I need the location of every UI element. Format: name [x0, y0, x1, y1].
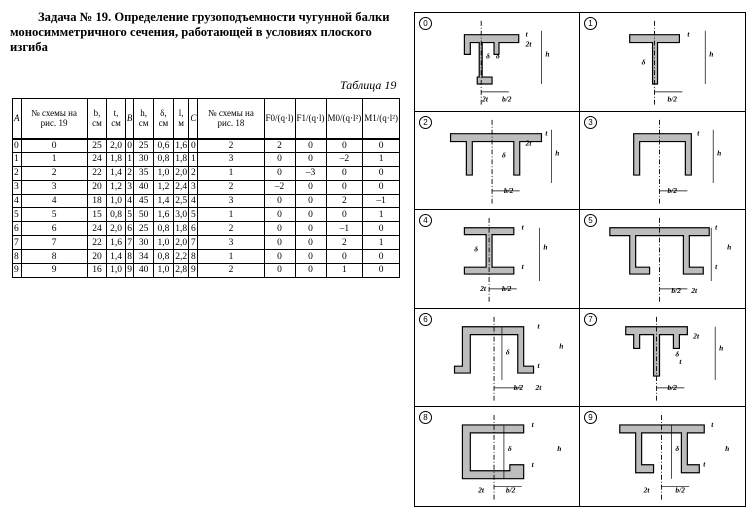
- table-cell: 7: [127, 237, 132, 248]
- table-row: [13, 264, 400, 278]
- table-cell: 0: [264, 166, 295, 180]
- dimension-label: 2t: [525, 138, 532, 148]
- dimension-label: b/2: [675, 486, 685, 496]
- dimension-label: t: [521, 262, 524, 272]
- table-cell: 1: [363, 236, 400, 250]
- table-cell: 0: [21, 139, 87, 153]
- table-cell: 2,0: [175, 168, 188, 179]
- scheme-number-badge: 1: [584, 17, 597, 30]
- table-cell: 0: [326, 180, 363, 194]
- table-cell: 0: [295, 236, 326, 250]
- table-cell: 5: [189, 208, 198, 222]
- scheme-cell-1: [580, 13, 745, 112]
- table-cell: 3: [21, 180, 87, 194]
- table-cell: 7: [189, 236, 198, 250]
- table-cell: 0: [295, 208, 326, 222]
- table-cell: 0: [295, 250, 326, 264]
- table-cell: 0: [363, 180, 400, 194]
- table-cell: 1,6: [153, 208, 173, 222]
- table-header-cell: b, см: [87, 99, 107, 139]
- table-cell: 0: [295, 222, 326, 236]
- table-cell: 0: [363, 166, 400, 180]
- scheme-cell-3: [580, 112, 745, 211]
- table-header-cell: № схемы на рис. 19: [21, 99, 87, 139]
- table-cell: 0,8: [153, 152, 173, 166]
- dimension-label: t: [537, 360, 540, 370]
- table-cell: 1,8: [107, 152, 126, 166]
- table-row: [13, 222, 400, 236]
- table-cell: 0: [264, 264, 295, 278]
- dimension-label: t: [715, 262, 718, 272]
- table-header-cell: C: [189, 99, 198, 139]
- table-body: [13, 139, 400, 278]
- table-cell: 3: [198, 152, 264, 166]
- table-cell: 1,4: [107, 250, 126, 264]
- table-cell: 22: [87, 236, 107, 250]
- dimension-label: h: [725, 444, 730, 454]
- table-cell: 1,4: [107, 166, 126, 180]
- scheme-cell-2: [415, 112, 580, 211]
- dimension-label: h: [557, 444, 562, 454]
- table-cell: 20: [87, 250, 107, 264]
- dimension-label: b/2: [505, 486, 516, 496]
- table-header-cell: t, см: [107, 99, 126, 139]
- scheme-cell-0: [415, 13, 580, 112]
- table-cell: 2: [198, 264, 264, 278]
- table-cell: 30: [134, 236, 154, 250]
- table-cell: 1: [326, 264, 363, 278]
- table-cell: 1,2: [153, 180, 173, 194]
- dimension-label: t: [525, 29, 528, 39]
- scheme-number-badge: 6: [419, 313, 432, 326]
- dimension-label: 2t: [693, 331, 700, 341]
- dimension-label: h: [555, 147, 560, 157]
- table-cell: 4: [21, 194, 87, 208]
- table-cell: 34: [134, 250, 154, 264]
- dimension-label: h: [559, 341, 564, 351]
- dimension-label: t: [531, 420, 534, 430]
- table-cell: 2,0: [107, 222, 126, 236]
- dimension-label: h: [543, 242, 548, 252]
- table-cell: 0: [326, 208, 363, 222]
- table-header-cell: δ, см: [153, 99, 173, 139]
- cross-section-diagram: [580, 13, 745, 111]
- table-header-cell: A: [13, 99, 22, 139]
- table-cell: 0: [363, 250, 400, 264]
- table-cell: 2,4: [175, 182, 188, 193]
- table-cell: 2: [189, 166, 198, 180]
- table-cell: 0: [295, 152, 326, 166]
- table-cell: 1,8: [175, 223, 188, 234]
- table-row: [13, 194, 400, 208]
- table-cell: 1: [198, 166, 264, 180]
- table-cell: 0: [264, 250, 295, 264]
- table-cell: 45: [134, 194, 154, 208]
- dimension-label: b/2: [501, 94, 512, 104]
- table-cell: 2: [198, 222, 264, 236]
- table-cell: 0: [326, 166, 363, 180]
- table-cell: 1: [363, 152, 400, 166]
- dimension-label: h: [719, 343, 724, 353]
- table-cell: 40: [134, 180, 154, 194]
- dimension-label: δ: [501, 149, 506, 159]
- table-row: [13, 152, 400, 166]
- scheme-number-badge: 8: [419, 411, 432, 424]
- cross-section-diagram: [580, 407, 745, 506]
- schemes-grid: [414, 12, 746, 507]
- scheme-cell-9: [580, 407, 745, 506]
- table-cell: 50: [134, 208, 154, 222]
- dimension-label: δ: [675, 444, 680, 454]
- cross-section-diagram: [415, 13, 579, 111]
- table-cell: 0: [326, 250, 363, 264]
- table-cell: 7: [21, 236, 87, 250]
- dimension-label: t: [531, 460, 534, 470]
- dimension-label: t: [679, 357, 682, 366]
- table-cell: 2,2: [175, 251, 188, 262]
- table-row: [13, 250, 400, 264]
- section-profile: [464, 35, 518, 84]
- table-cell: 2: [13, 166, 22, 180]
- table-cell: 3: [198, 236, 264, 250]
- table-header-cell: B: [125, 99, 134, 139]
- table-cell: 22: [87, 166, 107, 180]
- table-cell: 1: [363, 208, 400, 222]
- table-cell: 1: [189, 152, 198, 166]
- scheme-number-badge: 3: [584, 116, 597, 129]
- dimension-label: t: [545, 128, 548, 138]
- table-header-cell: h, см: [134, 99, 154, 139]
- table-cell: –1: [363, 194, 400, 208]
- table-cell: –1: [326, 222, 363, 236]
- dimension-label: t: [687, 29, 690, 39]
- table-cell: 1,4: [153, 194, 173, 208]
- table-cell: 1,0: [153, 264, 173, 278]
- table-cell: 4: [127, 196, 132, 206]
- table-cell: –2: [326, 152, 363, 166]
- table-cell: 9: [189, 264, 198, 278]
- table-cell: 24: [87, 222, 107, 236]
- dimension-label: h: [709, 49, 714, 59]
- table-cell: 18: [87, 194, 107, 208]
- table-cell: 1,0: [153, 166, 173, 180]
- table-cell: 0: [189, 139, 198, 153]
- task-number: Задача № 19.: [38, 10, 112, 24]
- table-cell: 8: [127, 251, 132, 262]
- table-caption: Таблица 19: [340, 78, 397, 92]
- table-cell: 25: [134, 139, 154, 153]
- table-cell: 0,6: [153, 139, 173, 153]
- table-cell: 3,0: [175, 209, 188, 220]
- dimension-label: 2t: [691, 286, 698, 295]
- table-cell: 16: [87, 264, 107, 278]
- table-cell: 9: [13, 264, 22, 278]
- table-cell: 0: [264, 152, 295, 166]
- dimension-label: δ: [496, 51, 500, 61]
- scheme-cell-8: [415, 407, 580, 506]
- table-row: [13, 139, 400, 153]
- cross-section-diagram: [580, 112, 745, 210]
- dimension-label: 2t: [643, 486, 650, 496]
- table-cell: 3: [189, 180, 198, 194]
- cross-section-diagram: [580, 210, 745, 308]
- table-cell: 5: [13, 208, 22, 222]
- cross-section-diagram: [415, 112, 579, 210]
- table-cell: 25: [87, 139, 107, 153]
- dimension-label: b/2: [503, 185, 514, 195]
- table-cell: 1,8: [175, 154, 188, 165]
- table-cell: 0,8: [153, 222, 173, 236]
- cross-section-diagram: [415, 210, 579, 308]
- table-row: [13, 166, 400, 180]
- table-cell: –2: [264, 180, 295, 194]
- table-cell: 2: [21, 166, 87, 180]
- scheme-number-badge: 4: [419, 214, 432, 227]
- scheme-number-badge: 9: [584, 411, 597, 424]
- scheme-number-badge: 2: [419, 116, 432, 129]
- dimension-label: 2t: [525, 39, 532, 49]
- dimension-label: h: [717, 147, 722, 157]
- table-cell: 1,6: [173, 139, 189, 153]
- table-cell: 1: [13, 152, 22, 166]
- dimension-label: δ: [641, 57, 646, 67]
- table-cell: 6: [189, 222, 198, 236]
- table-cell: 0: [326, 139, 363, 153]
- table-cell: 1: [21, 152, 87, 166]
- table-cell: 8: [13, 250, 22, 264]
- table-cell: 4: [13, 194, 22, 208]
- table-cell: 0: [125, 139, 134, 153]
- table-header-cell: F1/(q·l): [295, 99, 326, 139]
- dimension-label: b/2: [501, 284, 512, 294]
- table-cell: 24: [87, 152, 107, 166]
- dimension-label: 2t: [478, 486, 484, 496]
- scheme-number-badge: 7: [584, 313, 597, 326]
- table-cell: 1: [198, 208, 264, 222]
- table-row: [13, 208, 400, 222]
- table-cell: 20: [87, 180, 107, 194]
- dimension-label: δ: [486, 51, 490, 61]
- dimension-label: t: [697, 128, 700, 138]
- scheme-cell-7: [580, 309, 745, 408]
- table-cell: 9: [127, 265, 132, 276]
- table-cell: 2: [264, 139, 295, 153]
- dimension-label: t: [537, 321, 540, 331]
- cross-section-diagram: [415, 407, 579, 506]
- table-row: [13, 236, 400, 250]
- table-cell: 2: [326, 236, 363, 250]
- table-cell: 7: [13, 236, 22, 250]
- table-cell: 1,0: [153, 236, 173, 250]
- scheme-number-badge: 5: [584, 214, 597, 227]
- table-cell: 8: [21, 250, 87, 264]
- data-table: [12, 98, 400, 278]
- table-cell: 2,5: [175, 196, 188, 206]
- table-cell: 0,8: [107, 208, 126, 222]
- table-cell: 4: [189, 194, 198, 208]
- table-header-cell: l, м: [173, 99, 189, 139]
- table-cell: 0: [295, 180, 326, 194]
- table-cell: 0: [363, 222, 400, 236]
- scheme-number-badge: 0: [419, 17, 432, 30]
- table-cell: 0: [363, 139, 400, 153]
- dimension-label: b/2: [667, 382, 677, 392]
- table-cell: 5: [21, 208, 87, 222]
- dimension-label: δ: [507, 444, 512, 454]
- table-cell: 3: [13, 180, 22, 194]
- table-cell: 1: [127, 154, 132, 165]
- table-cell: 2,8: [175, 265, 188, 276]
- table-cell: 2: [198, 180, 264, 194]
- table-cell: 2,0: [175, 237, 188, 248]
- scheme-cell-4: [415, 210, 580, 309]
- table-cell: 30: [134, 152, 154, 166]
- table-cell: 0: [295, 264, 326, 278]
- dimension-label: t: [521, 222, 524, 232]
- table-header-cell: F0/(q·l): [264, 99, 295, 139]
- table-cell: 25: [134, 222, 154, 236]
- dimension-label: 2t: [482, 94, 488, 104]
- table-cell: 15: [87, 208, 107, 222]
- dimension-label: h: [727, 242, 732, 252]
- dimension-label: 2t: [535, 382, 542, 392]
- scheme-cell-5: [580, 210, 745, 309]
- dimension-label: h: [545, 49, 550, 59]
- scheme-cell-6: [415, 309, 580, 408]
- dimension-label: δ: [505, 347, 510, 357]
- table-cell: 40: [134, 264, 154, 278]
- table-cell: –3: [295, 166, 326, 180]
- table-cell: 2: [198, 139, 264, 153]
- table-cell: 3: [127, 182, 132, 193]
- dimension-label: δ: [474, 244, 479, 254]
- table-cell: 1,6: [107, 236, 126, 250]
- cross-section-diagram: [415, 309, 579, 407]
- dimension-label: δ: [675, 349, 680, 359]
- dimension-label: t: [715, 222, 718, 232]
- table-cell: 5: [127, 209, 132, 220]
- cross-section-diagram: [580, 309, 745, 407]
- table-cell: 8: [189, 250, 198, 264]
- table-cell: 0: [295, 194, 326, 208]
- section-profile: [634, 133, 692, 174]
- table-cell: 9: [21, 264, 87, 278]
- section-profile: [462, 425, 523, 479]
- table-header-cell: M0/(q·l²): [326, 99, 363, 139]
- table-cell: 2: [326, 194, 363, 208]
- table-cell: 0: [264, 194, 295, 208]
- table-cell: 1: [198, 250, 264, 264]
- table-cell: 0: [13, 139, 22, 153]
- dimension-label: b/2: [671, 286, 681, 295]
- table-cell: 6: [21, 222, 87, 236]
- dimension-label: t: [703, 460, 706, 470]
- dimension-label: 2t: [480, 284, 486, 294]
- table-cell: 2,0: [107, 139, 126, 153]
- table-cell: 35: [134, 166, 154, 180]
- table-cell: 0: [295, 139, 326, 153]
- table-cell: 1,0: [107, 264, 126, 278]
- table-cell: 0: [264, 236, 295, 250]
- dimension-label: b/2: [667, 94, 677, 104]
- table-row: [13, 180, 400, 194]
- table-cell: 1,0: [107, 194, 126, 208]
- table-cell: 6: [13, 222, 22, 236]
- table-header-cell: M1/(q·l²): [363, 99, 400, 139]
- table-cell: 0,8: [153, 250, 173, 264]
- table-cell: 0: [264, 222, 295, 236]
- table-cell: 0: [264, 208, 295, 222]
- table-cell: 2: [127, 168, 132, 179]
- section-profile: [620, 425, 704, 473]
- table-cell: 6: [127, 223, 132, 234]
- table-cell: 0: [363, 264, 400, 278]
- dimension-label: b/2: [513, 382, 524, 392]
- table-cell: 3: [198, 194, 264, 208]
- task-title-text: Определение грузоподъемности чугунной балки моносимметричного сечения, работающей в условиях плоского изгиба: [10, 10, 390, 54]
- table-cell: 1,2: [107, 180, 126, 194]
- dimension-label: t: [711, 420, 714, 430]
- table-header-row: [13, 99, 400, 139]
- table-header-cell: № схемы на рис. 18: [198, 99, 264, 139]
- dimension-label: b/2: [667, 185, 677, 195]
- task-title: [10, 10, 395, 55]
